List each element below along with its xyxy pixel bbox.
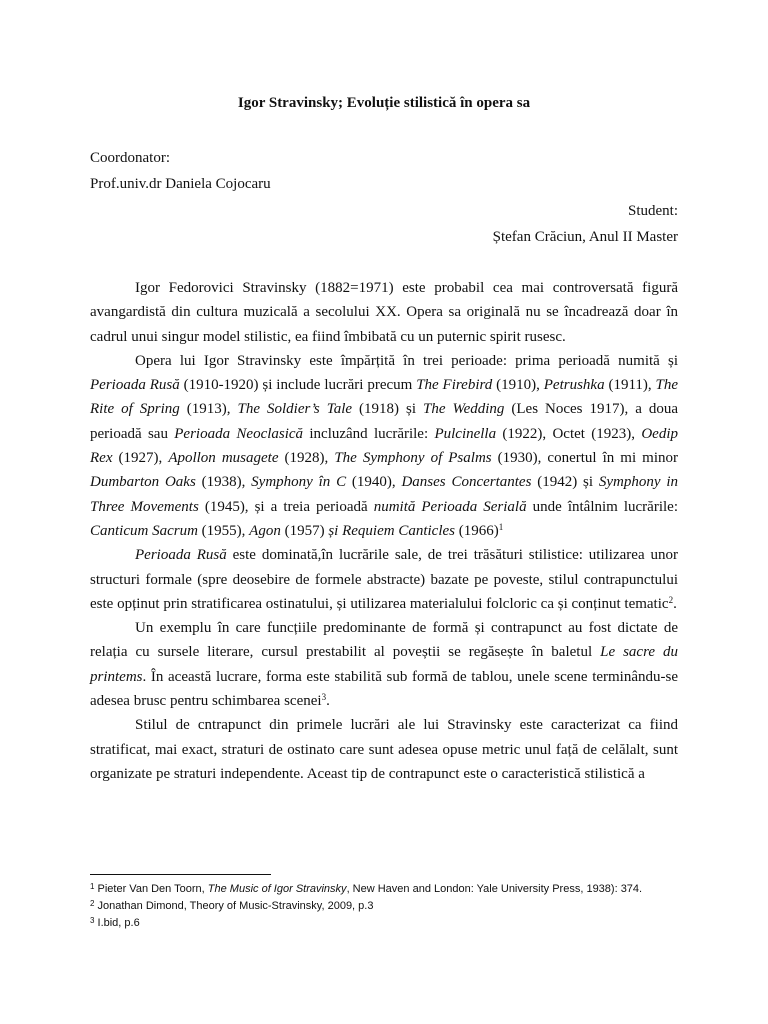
italic-run: The Wedding xyxy=(422,401,505,418)
text-run: , New Haven and London: Yale University Press, 1938): 374. xyxy=(346,883,643,895)
body-text xyxy=(90,276,678,786)
text-run: (1938), xyxy=(195,474,252,491)
text-run: (1910), xyxy=(492,377,544,394)
footnote-ref-2[interactable]: 2 xyxy=(668,594,674,605)
italic-run: Dumbarton Oaks xyxy=(90,474,196,491)
text-run: . În această lucrare, forma este stabilită sub formă de tablou, unele scene terminându-se adesea brusc pentru schimbarea scenei xyxy=(90,668,678,710)
italic-run: Perioada Rusă xyxy=(135,547,227,564)
italic-run: Apollon musagete xyxy=(168,450,279,467)
text-run: Pieter Van Den Toorn, xyxy=(94,883,208,895)
student-name: Ștefan Crăciun, Anul II Master xyxy=(492,229,678,245)
italic-run: Canticum Sacrum xyxy=(90,522,198,539)
text-run: (1922), Octet (1923), xyxy=(496,425,642,442)
text-run: (1918) și xyxy=(352,401,423,418)
italic-run: The Rite of Spring xyxy=(90,377,679,418)
italic-run: The Symphony of Psalms xyxy=(334,450,492,467)
text-run: Un exemplu în care funcțiile predominante de formă și contrapunct au fost dictate de relația cu sursele literare, cursul prestabilit al poveștii se regăsește în baletul xyxy=(90,620,678,661)
text-run: (1945), și a treia perioadă xyxy=(198,498,374,515)
document-title: Igor Stravinsky; Evoluție stilistică în opera sa xyxy=(237,95,531,111)
text-run: (1942) și xyxy=(531,474,599,491)
footnote-2 xyxy=(90,898,730,915)
italic-run: și Requiem Canticles xyxy=(328,522,455,539)
text-run: (1911), xyxy=(604,377,656,394)
italic-run: Agon xyxy=(249,522,281,539)
italic-run: Symphony în C xyxy=(251,474,347,491)
text-run: (1955), xyxy=(197,522,250,539)
coordinator-name: Prof.univ.dr Daniela Cojocaru xyxy=(90,176,271,192)
italic-run: Symphony in Three Movements xyxy=(90,474,678,515)
footnote-1 xyxy=(90,881,730,898)
text-run: (1928), xyxy=(278,450,335,467)
footnote-number: 1 xyxy=(90,882,95,891)
text-run: (1913), xyxy=(179,401,238,418)
italic-run: The Firebird xyxy=(416,377,493,394)
text-run: (1910-1920) și include lucrări precum xyxy=(179,377,417,394)
footnote-ref-1[interactable]: 1 xyxy=(498,521,504,532)
text-run: (Les Noces 1917), a doua perioadă sau xyxy=(90,401,679,442)
italic-run: Petrushka xyxy=(543,377,605,394)
footnote-number: 2 xyxy=(90,899,95,908)
text-run: (1957) xyxy=(280,522,329,539)
italic-run: Perioada Neoclasică xyxy=(174,425,304,442)
text-run: Jonathan Dimond, Theory of Music-Stravinsky, 2009, p.3 xyxy=(94,900,374,912)
italic-run: Pulcinella xyxy=(434,425,497,442)
italic-run: Perioada Rusă xyxy=(90,377,180,394)
italic-run: Le sacre du printems xyxy=(90,644,678,685)
text-run: incluzând lucrările: xyxy=(303,425,435,442)
text-run: este dominată,în lucrările sale, de trei trăsături stilistice: utilizarea unor structuri formale (spre deosebire de formele abstracte) bazate pe poveste, stilul contrapunctului este opținut prin stratificarea ostinatului, și utilizarea materialului folcloric ca și conținut tematic xyxy=(90,547,678,612)
italic-run: The Soldier’s Tale xyxy=(237,401,353,418)
text-run: . xyxy=(673,595,677,612)
italic-run: Danses Concertantes xyxy=(401,474,532,491)
text-run: (1930), conertul în mi minor xyxy=(491,450,679,467)
paragraph-counterpoint: Stilul de cntrapunct din primele lucrări ale lui Stravinsky este caracterizat ca fiind stratificat, mai exact, straturi de ostinato care sunt adesea opuse metric unul față de celălalt, sunt organizate pe straturi independente. Aceast tip de contrapunct este o caracteristică stilistică a xyxy=(90,717,678,782)
footnote-ref-3[interactable]: 3 xyxy=(321,692,327,703)
text-run: (1940), xyxy=(346,474,402,491)
text-run: (1927), xyxy=(112,450,169,467)
text-run: I.bid, p.6 xyxy=(94,917,140,929)
text-run: Opera lui Igor Stravinsky este împărțită în trei perioade: prima perioadă numită și xyxy=(135,352,678,369)
paragraph-intro: Igor Fedorovici Stravinsky (1882=1971) este probabil cea mai controversată figură avangardistă din cultura muzicală a secolului XX. Opera sa originală nu se încadrează doar în cadrul unui singur model stilistic, ea fiind îmbibată cu un puternic spirit rusesc. xyxy=(90,280,678,345)
coordinator-label: Coordonator: xyxy=(90,150,170,166)
footnote-number: 3 xyxy=(90,916,95,925)
text-run: . xyxy=(326,693,330,710)
paragraph-example xyxy=(90,616,678,713)
text-run: unde întâlnim lucrările: xyxy=(526,498,678,515)
paragraph-russian-period xyxy=(90,543,678,616)
footnote-3 xyxy=(90,915,730,932)
italic-run: numită Perioada Serială xyxy=(373,498,527,515)
paragraph-periods xyxy=(90,349,678,543)
footnotes xyxy=(90,881,730,932)
text-run: (1966) xyxy=(455,522,499,539)
footnote-divider xyxy=(90,874,271,875)
student-label: Student: xyxy=(627,203,678,219)
italic-run: The Music of Igor Stravinsky xyxy=(207,883,347,895)
italic-run: Oedip Rex xyxy=(90,425,678,467)
